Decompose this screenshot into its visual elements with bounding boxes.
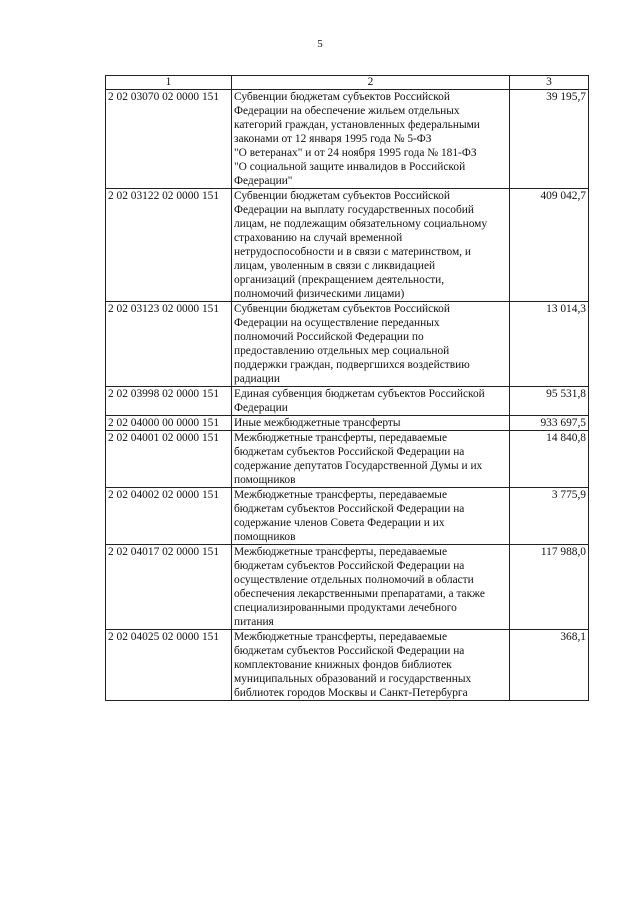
description-line: "О ветеранах" и от 24 ноября 1995 года № 181-ФЗ (234, 147, 477, 159)
table-header-row (106, 76, 589, 90)
description-cell (232, 488, 510, 545)
description-cell (232, 630, 510, 701)
description-line: Единая субвенция бюджетам субъектов Российской (234, 388, 485, 400)
description-line: Федерации на обеспечение жильем отдельных (234, 105, 460, 117)
description-cell (232, 431, 510, 488)
description-line: Межбюджетные трансферты, передаваемые (234, 546, 448, 558)
description-line: Федерации (234, 402, 288, 414)
description-line: Федерации на осуществление переданных (234, 317, 440, 329)
description-line: содержание членов Совета Федерации и их (234, 517, 445, 529)
description-line: муниципальных образований и государственных (234, 673, 472, 685)
budget-code-cell: 2 02 04002 02 0000 151 (106, 488, 232, 545)
description-line: помощников (234, 474, 296, 486)
budget-code-cell: 2 02 04017 02 0000 151 (106, 545, 232, 630)
description-line: полномочий физическими лицами) (234, 288, 405, 300)
description-cell (232, 189, 510, 302)
budget-code-cell: 2 02 04025 02 0000 151 (106, 630, 232, 701)
amount-cell: 117 988,0 (510, 545, 589, 630)
description-cell (232, 545, 510, 630)
amount-cell: 39 195,7 (510, 90, 589, 189)
description-line: специализированными продуктами лечебного (234, 602, 457, 614)
budget-code-cell: 2 02 04000 00 0000 151 (106, 416, 232, 431)
description-line: Межбюджетные трансферты, передаваемые (234, 432, 448, 444)
description-line: Федерации на выплату государственных пособий (234, 204, 474, 216)
description-line: Иные межбюджетные трансферты (234, 417, 401, 429)
description-line: Межбюджетные трансферты, передаваемые (234, 631, 448, 643)
description-cell (232, 90, 510, 189)
table-row (106, 431, 589, 488)
description-line: бюджетам субъектов Российской Федерации на (234, 503, 465, 515)
description-line: лицам, не подлежащим обязательному социальному (234, 218, 488, 230)
description-line: организаций (прекращением деятельности, (234, 274, 445, 286)
description-line: обеспечения лекарственными препаратами, а также (234, 588, 485, 600)
page-number: 5 (317, 38, 323, 50)
column-header-amount: 3 (510, 76, 589, 90)
budget-revenue-table (105, 75, 589, 701)
amount-cell: 13 014,3 (510, 302, 589, 387)
table-row (106, 90, 589, 189)
budget-code-cell: 2 02 04001 02 0000 151 (106, 431, 232, 488)
description-line: содержание депутатов Государственной Думы и их (234, 460, 483, 472)
description-line: страхованию на случай временной (234, 232, 403, 244)
description-cell (232, 387, 510, 416)
description-cell (232, 302, 510, 387)
description-line: радиации (234, 373, 280, 385)
table-row (106, 302, 589, 387)
description-line: законами от 12 января 1995 года № 5-ФЗ (234, 133, 432, 145)
description-line: осуществление отдельных полномочий в области (234, 574, 474, 586)
description-line: лицам, уволенным в связи с ликвидацией (234, 260, 436, 272)
column-header-code: 1 (106, 76, 232, 90)
description-line: поддержки граждан, подвергшихся воздействию (234, 359, 470, 371)
description-line: Федерации" (234, 175, 293, 187)
description-line: предоставлению отдельных мер социальной (234, 345, 450, 357)
table-row (106, 630, 589, 701)
description-cell (232, 416, 510, 431)
table-row (106, 387, 589, 416)
column-header-description: 2 (232, 76, 510, 90)
description-line: Субвенции бюджетам субъектов Российской (234, 91, 450, 103)
amount-cell: 14 840,8 (510, 431, 589, 488)
description-line: полномочий Российской Федерации по (234, 331, 424, 343)
description-line: питания (234, 616, 274, 628)
table-row (106, 189, 589, 302)
amount-cell: 95 531,8 (510, 387, 589, 416)
budget-code-cell: 2 02 03998 02 0000 151 (106, 387, 232, 416)
description-line: Субвенции бюджетам субъектов Российской (234, 190, 450, 202)
table-row (106, 416, 589, 431)
description-line: комплектование книжных фондов библиотек (234, 659, 452, 671)
description-line: Субвенции бюджетам субъектов Российской (234, 303, 450, 315)
amount-cell: 409 042,7 (510, 189, 589, 302)
description-line: помощников (234, 531, 296, 543)
budget-code-cell: 2 02 03070 02 0000 151 (106, 90, 232, 189)
amount-cell: 368,1 (510, 630, 589, 701)
description-line: категорий граждан, установленных федеральными (234, 119, 480, 131)
description-line: бюджетам субъектов Российской Федерации на (234, 645, 465, 657)
budget-code-cell: 2 02 03123 02 0000 151 (106, 302, 232, 387)
description-line: бюджетам субъектов Российской Федерации на (234, 560, 465, 572)
description-line: бюджетам субъектов Российской Федерации на (234, 446, 465, 458)
amount-cell: 933 697,5 (510, 416, 589, 431)
description-line: Межбюджетные трансферты, передаваемые (234, 489, 448, 501)
description-line: нетрудоспособности и в связи с материнством, и (234, 246, 471, 258)
table-row (106, 488, 589, 545)
description-line: библиотек городов Москвы и Санкт-Петербурга (234, 687, 468, 699)
budget-code-cell: 2 02 03122 02 0000 151 (106, 189, 232, 302)
description-line: "О социальной защите инвалидов в Российской (234, 161, 466, 173)
amount-cell: 3 775,9 (510, 488, 589, 545)
table-row (106, 545, 589, 630)
